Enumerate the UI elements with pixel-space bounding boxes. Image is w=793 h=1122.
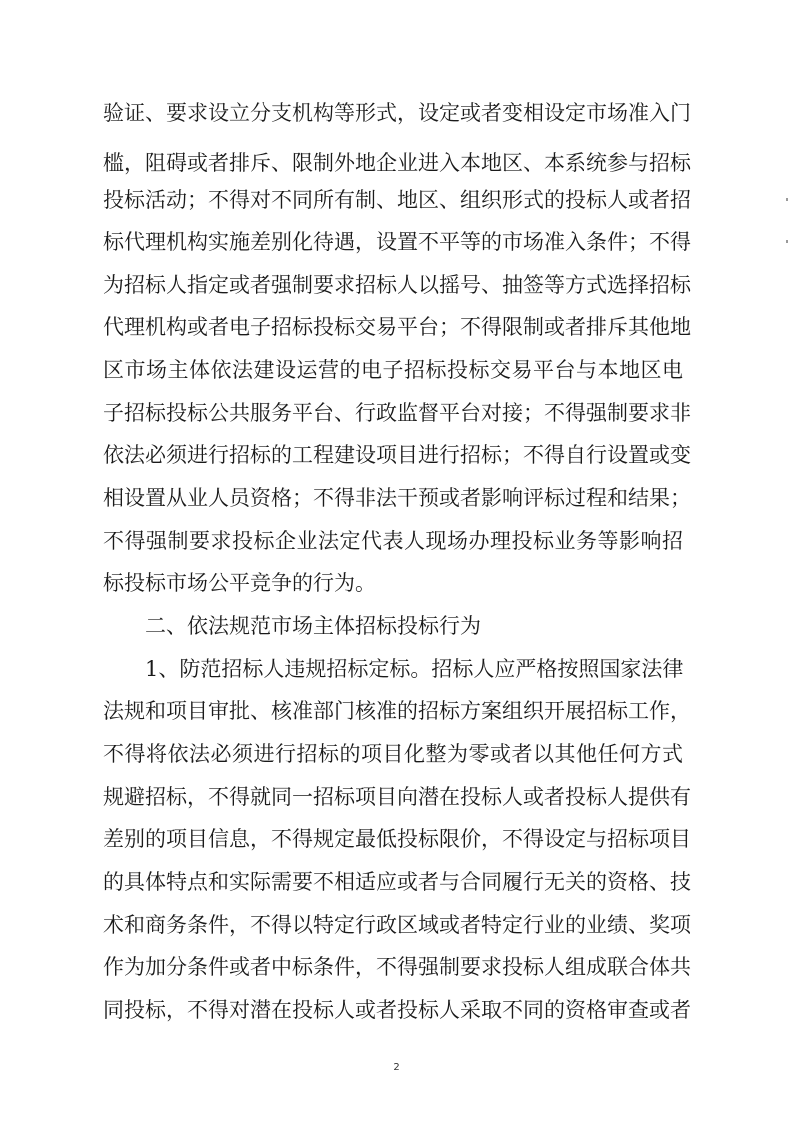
- body-text-line: 投标活动；不得对不同所有制、地区、组织形式的投标人或者招: [103, 188, 691, 212]
- paragraph-end-line: 标投标市场公平竞争的行为。: [103, 571, 376, 595]
- body-text-line: 的具体特点和实际需要不相适应或者与合同履行无关的资格、技: [103, 870, 691, 894]
- body-text-line: 作为加分条件或者中标条件，不得强制要求投标人组成联合体共: [103, 955, 691, 979]
- body-text-line: 相设置从业人员资格；不得非法干预或者影响评标过程和结果；: [103, 486, 691, 510]
- section-heading: 二、依法规范市场主体招标投标行为: [145, 614, 481, 638]
- body-text-line: 区市场主体依法建设运营的电子招标投标交易平台与本地区电: [103, 358, 683, 382]
- body-text-line: 不得将依法必须进行招标的项目化整为零或者以其他任何方式: [103, 742, 683, 766]
- page-number: 2: [393, 1062, 400, 1073]
- body-text-line: 子招标投标公共服务平台、行政监督平台对接；不得强制要求非: [103, 401, 691, 425]
- body-text-line: 术和商务条件，不得以特定行政区域或者特定行业的业绩、奖项: [103, 913, 691, 937]
- body-text-line: 同投标，不得对潜在投标人或者投标人采取不同的资格审查或者: [103, 998, 691, 1022]
- body-text-line: 法规和项目审批、核准部门核准的招标方案组织开展招标工作，: [103, 699, 691, 723]
- body-text-line: 规避招标，不得就同一招标项目向潜在投标人或者投标人提供有: [103, 785, 691, 809]
- scan-edge-mark: [786, 240, 788, 243]
- body-text-line: 代理机构或者电子招标投标交易平台；不得限制或者排斥其他地: [103, 315, 691, 339]
- body-text-line: 为招标人指定或者强制要求招标人以摇号、抽签等方式选择招标: [103, 273, 691, 297]
- body-text-line: 验证、要求设立分支机构等形式，设定或者变相设定市场准入门: [103, 101, 691, 125]
- body-text-line: 差别的项目信息，不得规定最低投标限价，不得设定与招标项目: [103, 827, 691, 851]
- subsection-lead-line: 1、防范招标人违规招标定标。招标人应严格按照国家法律: [145, 657, 684, 681]
- body-text-line: 不得强制要求投标企业法定代表人现场办理投标业务等影响招: [103, 529, 683, 553]
- scan-edge-mark: [786, 198, 788, 201]
- body-text-line: 槛，阻碍或者排斥、限制外地企业进入本地区、本系统参与招标: [103, 151, 691, 175]
- body-text-line: 标代理机构实施差别化待遇，设置不平等的市场准入条件；不得: [103, 230, 691, 254]
- body-text-line: 依法必须进行招标的工程建设项目进行招标；不得自行设置或变: [103, 443, 691, 467]
